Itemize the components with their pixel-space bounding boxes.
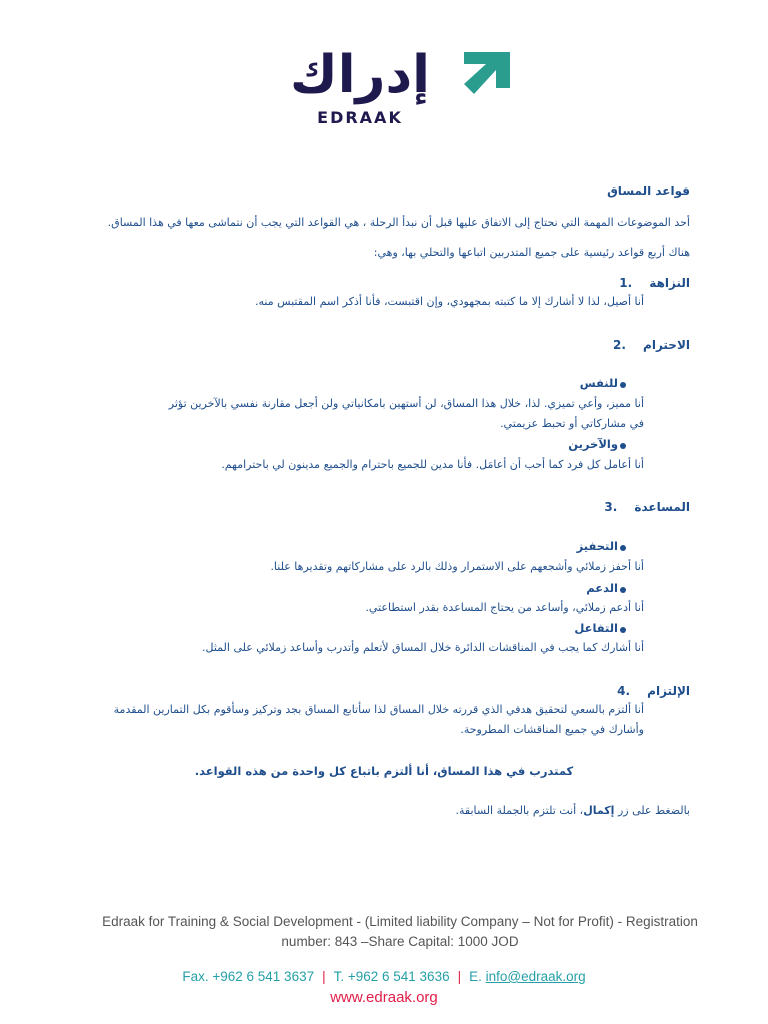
section-number: 2.	[613, 338, 626, 352]
bullet-text-interaction: أنا أشارك كما يجب في المناقشات الدائرة خلال المساق لأتعلم وأتدرب وأساعد زملائي على المثل.	[202, 641, 644, 654]
separator: |	[457, 969, 462, 984]
section-1-heading	[70, 274, 690, 292]
pledge-statement: كمتدرب في هذا المساق، أنا ألتزم باتباع كل واحدة من هذه القواعد.	[194, 764, 574, 778]
footer-company-line-2: number: 843 –Share Capital: 1000 JOD	[281, 934, 519, 949]
section-number: 3.	[604, 500, 618, 514]
closing-statement	[70, 802, 690, 819]
website-link[interactable]: www.edraak.org	[330, 989, 438, 1006]
bullet-icon	[620, 627, 626, 633]
document-title: قواعد المساق	[607, 184, 690, 198]
email-link[interactable]: info@edraak.org	[485, 969, 586, 984]
bullet-title-self: للنفس	[579, 376, 618, 390]
phone-number: T. +962 6 541 3636	[333, 969, 450, 984]
section-title: المساعدة	[634, 500, 690, 514]
footer-company-line-1: Edraak for Training & Social Development - (Limited liability Company – Not for Profit) - Registration	[102, 914, 698, 929]
closing-suffix: ، أنت تلتزم بالجملة السابقة.	[455, 804, 584, 817]
bullet-text-self-line-1: أنا مميز، وأعي تميزي. لذا، خلال هذا المساق، لن أستهين بامكانياتي ولن أجعل مقارنة نفسي بالآخرين تؤثر	[168, 397, 644, 410]
bullet-title-interaction: التفاعل	[574, 621, 618, 635]
logo-mark-icon	[460, 48, 514, 104]
complete-button-label: إكمال	[583, 804, 615, 817]
separator: |	[322, 969, 326, 984]
bullet-text-motivation: أنا أحفز زملائي وأشجعهم على الاستمرار وذلك بالرد على مشاركاتهم وتقديرها علنا.	[270, 560, 644, 573]
bullet-title-others: والآخرين	[568, 437, 618, 451]
section-3-heading	[70, 498, 690, 516]
logo-english-text: EDRAAK	[317, 108, 403, 127]
email-prefix: E.	[469, 969, 486, 984]
section-number: 4.	[617, 684, 631, 698]
section-title: النزاهة	[649, 276, 690, 290]
bullet-icon	[620, 545, 626, 551]
bullet-icon	[620, 382, 626, 388]
closing-prefix: بالضغط على زر	[614, 804, 690, 817]
section-1-text: أنا أصيل، لذا لا أشارك إلا ما كتبته بمجهودي، وإن اقتبست، فأنا أذكر اسم المقتبس منه.	[254, 295, 644, 308]
bullet-text-self-line-2: في مشاركاتي أو تحبط عزيمتي.	[500, 417, 644, 430]
bullet-icon	[620, 443, 626, 449]
bullet-text-support: أنا أدعم زملائي، وأساعد من يحتاج المساعدة بقدر استطاعتي.	[365, 601, 644, 614]
bullet-title-support: الدعم	[586, 581, 618, 595]
bullet-title-motivation: التحفيز	[576, 539, 618, 553]
section-title: الاحترام	[643, 338, 690, 352]
edraak-logo	[262, 44, 518, 128]
section-4-line-1: أنا ألتزم بالسعي لتحقيق هدفي الذي قررته خلال المساق لذا سأتابع المساق بجد وتركيز وسأقوم بكل التمارين المقدمة	[113, 703, 644, 716]
section-4-heading	[70, 682, 690, 700]
logo-arabic-text: إدراك	[290, 45, 430, 105]
intro-paragraph-1: أحد الموضوعات المهمة التي نحتاج إلى الاتفاق عليها قبل أن نبدأ الرحلة ، هي القواعد التي يجب أن نتماشى معها في هذا المساق.	[107, 216, 690, 229]
fax-number: Fax. +962 6 541 3637	[182, 969, 315, 984]
bullet-text-others: أنا أعامل كل فرد كما أحب أن أعامَل. فأنا مدين للجميع باحترام والجميع مدينون لي باحترامهم.	[221, 458, 644, 471]
section-4-line-2: وأشارك في جميع المناقشات المطروحة.	[460, 723, 644, 736]
bullet-icon	[620, 587, 626, 593]
section-number: 1.	[619, 276, 633, 290]
section-title: الإلتزام	[647, 684, 690, 698]
intro-paragraph-2: هناك أربع قواعد رئيسية على جميع المتدربين اتباعها والتحلي بها، وهي:	[373, 246, 690, 259]
section-2-heading	[70, 336, 690, 354]
footer-contact-line	[0, 969, 768, 984]
